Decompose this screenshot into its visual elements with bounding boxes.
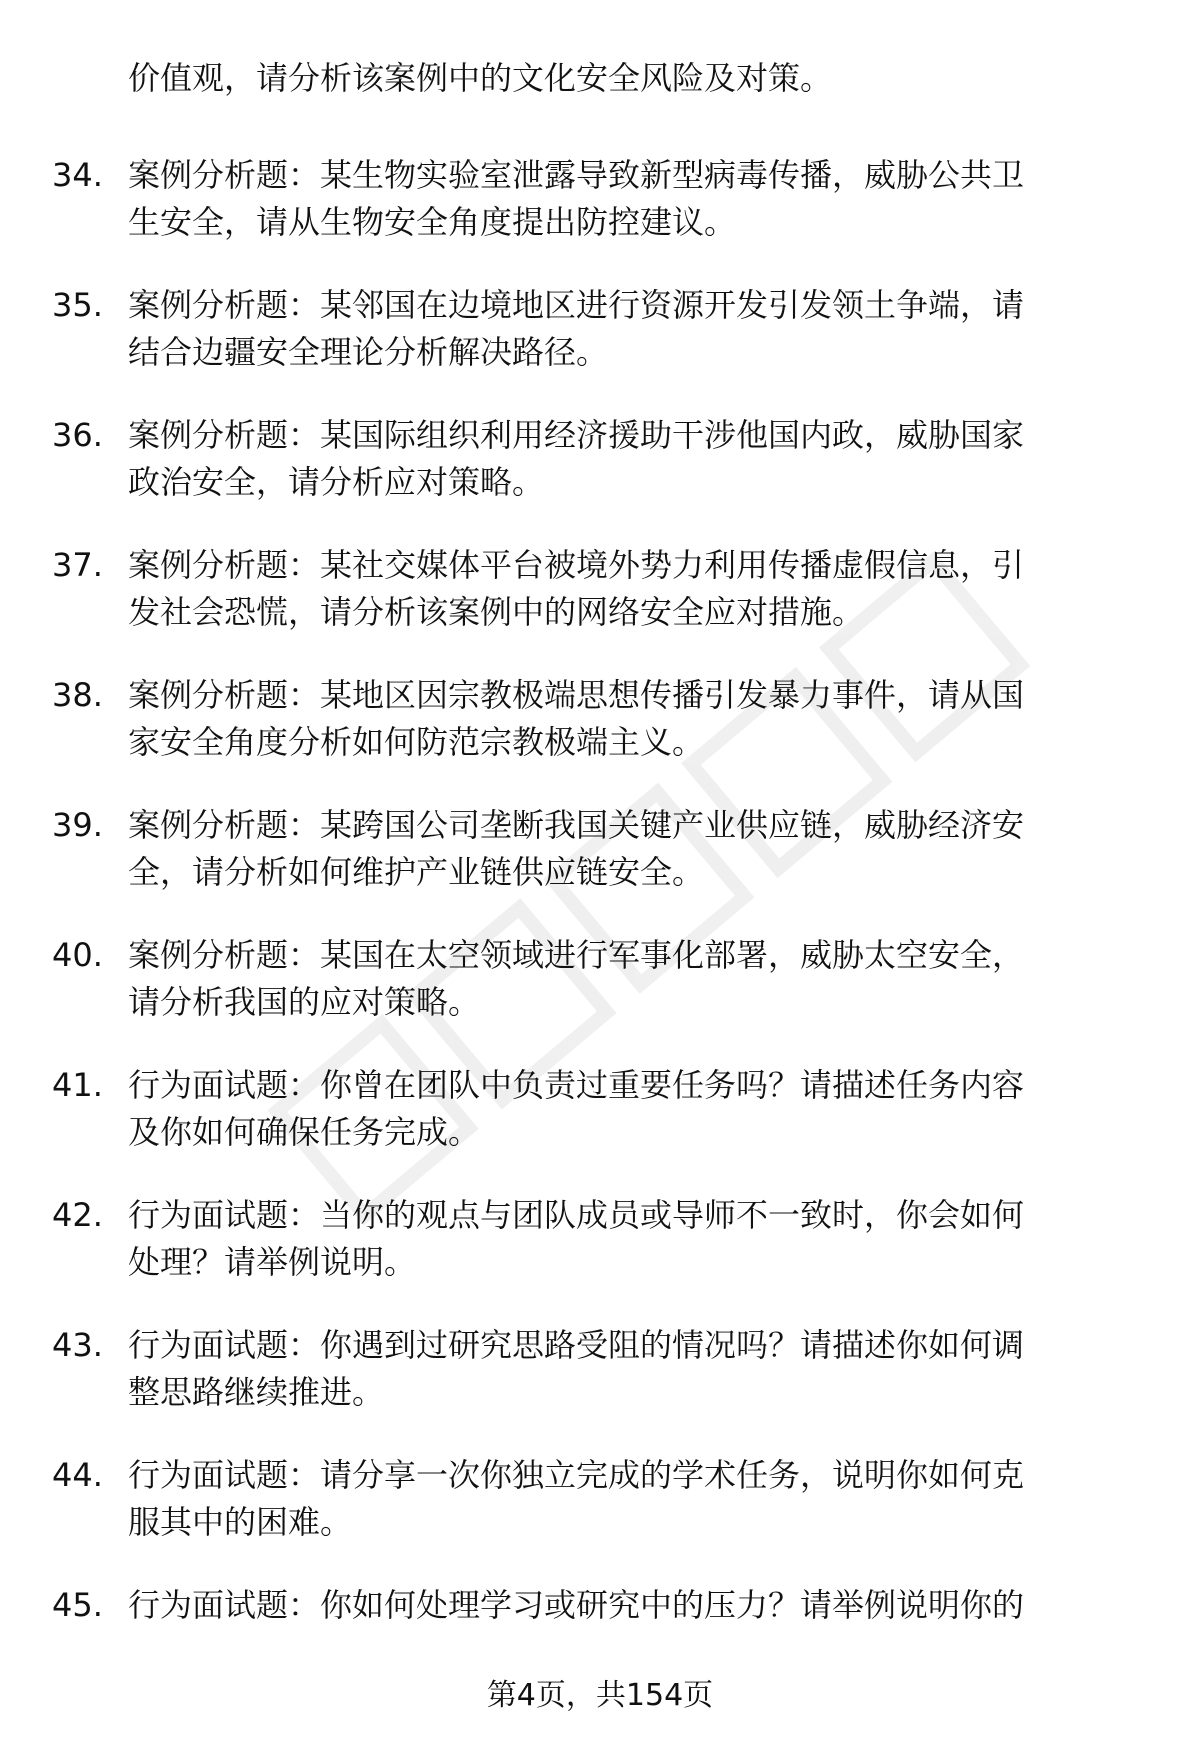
question-number: 36. bbox=[52, 416, 103, 454]
question-text bbox=[128, 152, 1140, 246]
question-text-line: 案例分析题：某社交媒体平台被境外势力利用传播虚假信息，引 bbox=[128, 546, 1025, 584]
question-text bbox=[128, 1062, 1140, 1156]
question-text bbox=[128, 1192, 1140, 1286]
question-text-line: 服其中的困难。 bbox=[128, 1503, 353, 1541]
question-text bbox=[128, 542, 1140, 636]
question-text bbox=[128, 412, 1140, 506]
question-text-line: 结合边疆安全理论分析解决路径。 bbox=[128, 333, 609, 371]
question-text bbox=[128, 1322, 1140, 1416]
question-text-line: 行为面试题：你曾在团队中负责过重要任务吗？请描述任务内容 bbox=[128, 1066, 1025, 1104]
question-text-line: 案例分析题：某跨国公司垄断我国关键产业供应链，威胁经济安 bbox=[128, 806, 1025, 844]
question-text-line: 行为面试题：你遇到过研究思路受阻的情况吗？请描述你如何调 bbox=[128, 1326, 1025, 1364]
question-item bbox=[0, 1316, 1200, 1446]
question-text bbox=[128, 1452, 1140, 1546]
previous-question-continuation: 价值观，请分析该案例中的文化安全风险及对策。 bbox=[128, 59, 833, 97]
question-number: 44. bbox=[52, 1456, 103, 1494]
question-text-line: 发社会恐慌，请分析该案例中的网络安全应对措施。 bbox=[128, 593, 865, 631]
question-text-line: 及你如何确保任务完成。 bbox=[128, 1113, 481, 1151]
question-item bbox=[0, 1186, 1200, 1316]
question-number: 35. bbox=[52, 286, 103, 324]
question-item bbox=[0, 1446, 1200, 1576]
question-item bbox=[0, 146, 1200, 276]
question-item bbox=[0, 796, 1200, 926]
question-number: 38. bbox=[52, 676, 103, 714]
question-number: 45. bbox=[52, 1586, 103, 1624]
question-text-line: 行为面试题：请分享一次你独立完成的学术任务，说明你如何克 bbox=[128, 1456, 1025, 1494]
question-item bbox=[0, 406, 1200, 536]
question-item bbox=[0, 1056, 1200, 1186]
question-number: 42. bbox=[52, 1196, 103, 1234]
question-number: 37. bbox=[52, 546, 103, 584]
question-text-line: 政治安全，请分析应对策略。 bbox=[128, 463, 545, 501]
question-text-line: 生安全，请从生物安全角度提出防控建议。 bbox=[128, 203, 737, 241]
question-text-line: 请分析我国的应对策略。 bbox=[128, 983, 481, 1021]
question-number: 39. bbox=[52, 806, 103, 844]
question-list bbox=[0, 146, 1200, 1706]
question-item bbox=[0, 276, 1200, 406]
question-number: 43. bbox=[52, 1326, 103, 1364]
question-text-line: 案例分析题：某国在太空领域进行军事化部署，威胁太空安全， bbox=[128, 936, 1025, 974]
question-text-line: 家安全角度分析如何防范宗教极端主义。 bbox=[128, 723, 705, 761]
question-text bbox=[128, 282, 1140, 376]
question-number: 40. bbox=[52, 936, 103, 974]
question-text-line: 处理？请举例说明。 bbox=[128, 1243, 417, 1281]
question-text bbox=[128, 802, 1140, 896]
question-text-line: 案例分析题：某邻国在边境地区进行资源开发引发领土争端，请 bbox=[128, 286, 1025, 324]
question-text-line: 案例分析题：某地区因宗教极端思想传播引发暴力事件，请从国 bbox=[128, 676, 1025, 714]
question-text bbox=[128, 932, 1140, 1026]
question-text-line: 行为面试题：你如何处理学习或研究中的压力？请举例说明你的 bbox=[128, 1586, 1025, 1624]
question-text-line: 整思路继续推进。 bbox=[128, 1373, 385, 1411]
question-text-line: 全，请分析如何维护产业链供应链安全。 bbox=[128, 853, 705, 891]
question-item bbox=[0, 926, 1200, 1056]
question-item bbox=[0, 666, 1200, 796]
question-text bbox=[128, 1582, 1140, 1629]
page-number-footer: 第4页，共154页 bbox=[486, 1678, 714, 1713]
question-item bbox=[0, 536, 1200, 666]
question-text-line: 案例分析题：某生物实验室泄露导致新型病毒传播，威胁公共卫 bbox=[128, 156, 1025, 194]
question-number: 34. bbox=[52, 156, 103, 194]
question-number: 41. bbox=[52, 1066, 103, 1104]
question-text-line: 案例分析题：某国际组织利用经济援助干涉他国内政，威胁国家 bbox=[128, 416, 1025, 454]
question-text-line: 行为面试题：当你的观点与团队成员或导师不一致时，你会如何 bbox=[128, 1196, 1025, 1234]
question-text bbox=[128, 672, 1140, 766]
